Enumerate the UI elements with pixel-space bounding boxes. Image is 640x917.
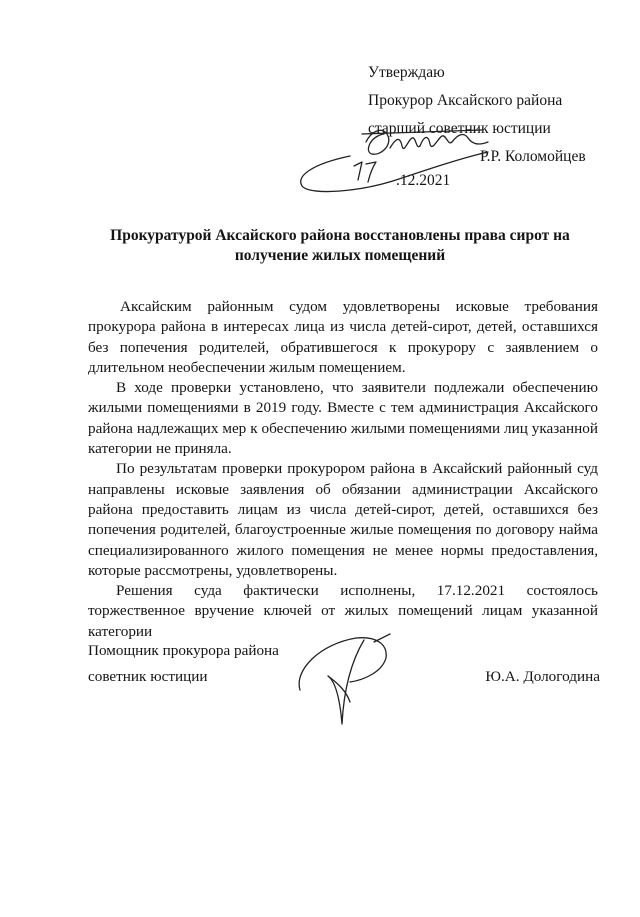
approval-heading: Утверждаю bbox=[368, 64, 445, 81]
paragraph-3: По результатам проверки прокурором района в Аксайский районный суд направлены исковые заявления об обязании администрации Аксайского района предоставить лицам из числа детей-сирот, детей, оставшихся без попечения родителей, благоустроенные жилые помещения по договору найма специализированного жилого помещения не менее нормы предоставления, которые рассмотрены, удовлетворены. bbox=[88, 460, 598, 579]
approval-date: .12.2021 bbox=[396, 172, 451, 189]
document-title bbox=[80, 226, 600, 266]
title-line-2: получение жилых помещений bbox=[234, 247, 446, 264]
approver-signature bbox=[292, 116, 492, 200]
signer-name: Ю.А. Дологодина bbox=[485, 668, 600, 685]
document-body bbox=[88, 297, 598, 642]
paragraph-1: Аксайским районным судом удовлетворены исковые требования прокурора района в интересах лица из числа детей-сирот, детей, оставшихся без попечения родителей, обратившегося к прокурору с заявлением о длительном необеспечении жилым помещением. bbox=[88, 298, 598, 376]
signer-signature bbox=[290, 630, 400, 730]
approver-name: Р.Р. Коломойцев bbox=[480, 148, 586, 165]
approver-rank: старший советник юстиции bbox=[368, 120, 551, 137]
paragraph-4: Решения суда фактически исполнены, 17.12.2021 состоялось торжественное вручение ключей от жилых помещений лицам указанной категории bbox=[88, 582, 598, 640]
title-line-1: Прокуратурой Аксайского района восстановлены права сирот на bbox=[110, 227, 570, 244]
paragraph-2: В ходе проверки установлено, что заявители подлежали обеспечению жилыми помещениями в 2019 году. Вместе с тем администрация Аксайского района надлежащих мер к обеспечению жилыми помещениями лиц указанной категории не приняла. bbox=[88, 379, 598, 458]
signer-position: Помощник прокурора района bbox=[88, 642, 279, 659]
approver-position: Прокурор Аксайского района bbox=[368, 92, 563, 109]
signer-rank: советник юстиции bbox=[88, 668, 208, 685]
